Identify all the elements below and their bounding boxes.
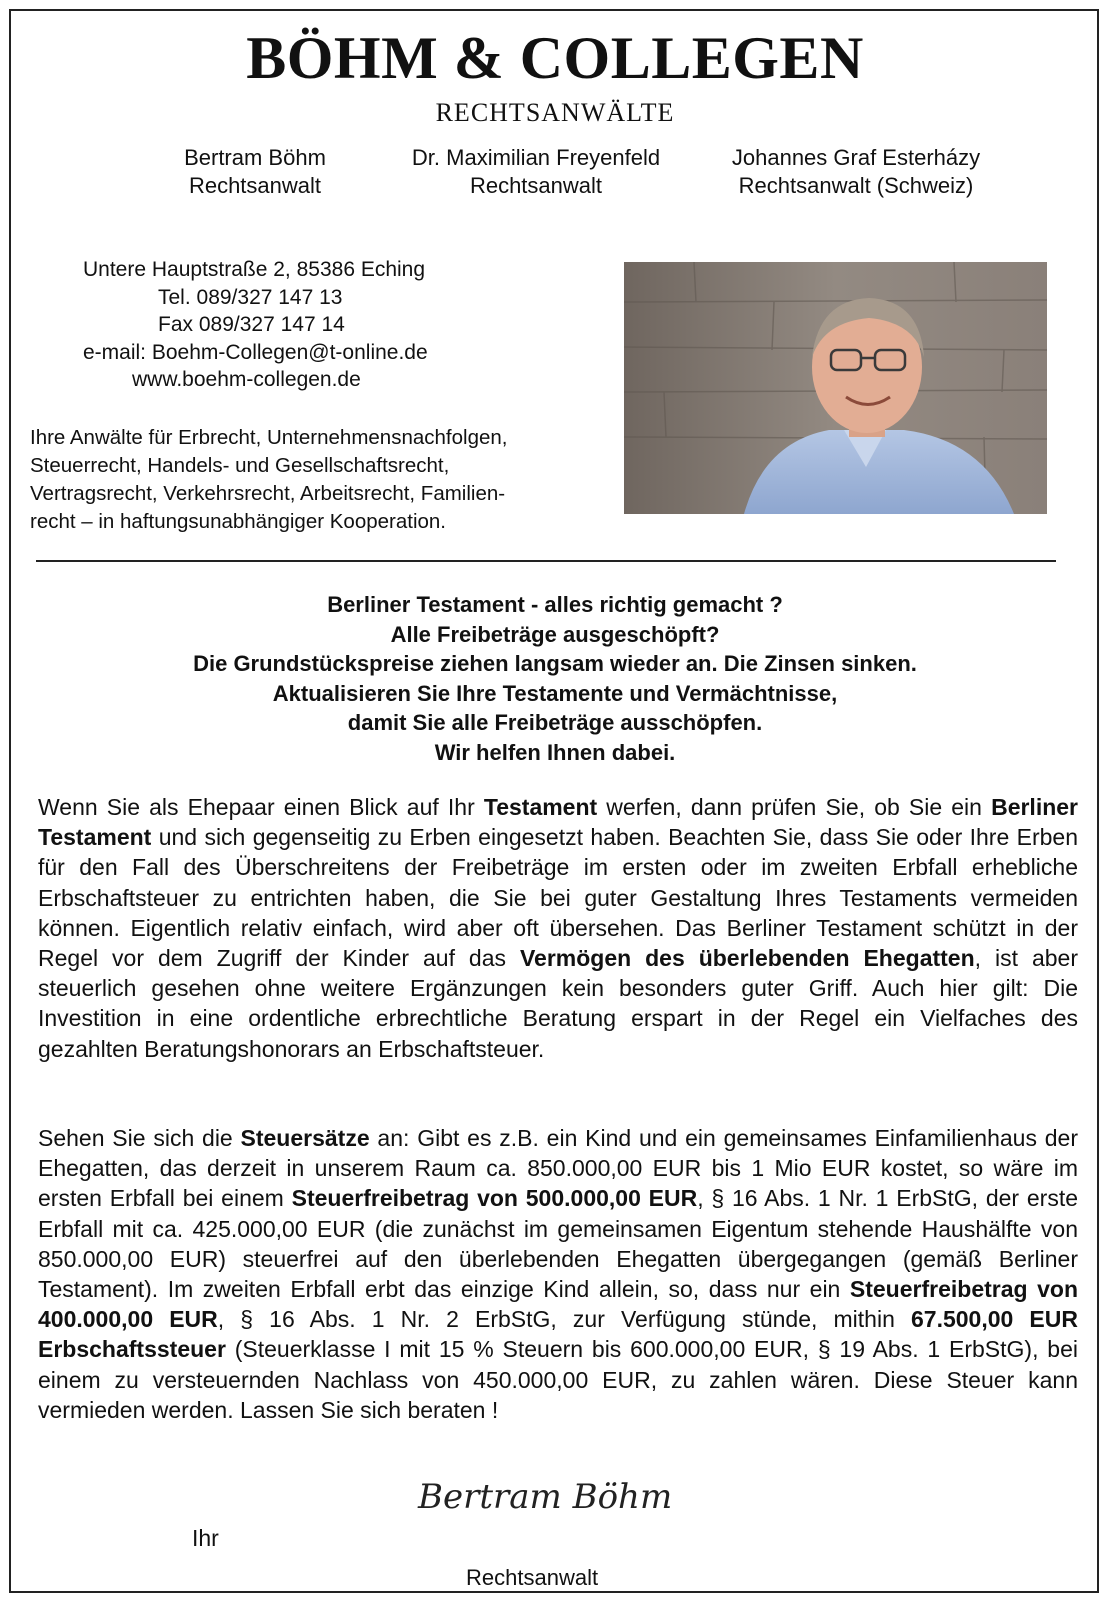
text-run: an: Gibt es z.B. ein Kind und ein gemeinsames Einfamilienhaus der Ehegatten, das derzeit in unserem Raum ca. 850.000,00 EUR bis 1 Mio EUR kostet, so wäre im ersten Erbfall bei einem: [38, 1125, 1078, 1212]
body-paragraph-1: [38, 792, 1078, 1064]
lawyer-name: Dr. Maximilian Freyenfeld: [411, 145, 661, 170]
phone: Tel. 089/327 147 13: [158, 285, 343, 309]
bold-run: Testament: [483, 794, 598, 820]
lawyer-3: [706, 144, 1006, 200]
practice-line: Vertragsrecht, Verkehrsrecht, Arbeitsrecht, Familien-: [30, 482, 506, 505]
lawyer-1: [150, 144, 360, 200]
practice-line: Ihre Anwälte für Erbrecht, Unternehmensnachfolgen,: [30, 426, 508, 449]
bold-run: Steuerfreibetrag von 400.000,00 EUR: [38, 1276, 1078, 1333]
address: Untere Hauptstraße 2, 85386 Eching: [83, 258, 426, 281]
bold-run: Berliner Testament: [38, 794, 1079, 851]
headline-line: Alle Freibeträge ausgeschöpft?: [390, 621, 720, 647]
firm-subtitle: RECHTSANWÄLTE: [435, 98, 675, 127]
bold-run: Steuersätze: [240, 1125, 370, 1151]
lawyer-portrait: [624, 262, 1047, 514]
lawyer-title: Rechtsanwalt (Schweiz): [738, 173, 974, 198]
headline-block: [20, 590, 1090, 767]
body-paragraph-2: [38, 1123, 1078, 1425]
website-link[interactable]: www.boehm-collegen.de: [132, 368, 361, 391]
bold-run: Steuerfreibetrag von 500.000,00 EUR: [291, 1185, 698, 1212]
text-run: , § 16 Abs. 1 Nr. 2 ErbStG, zur Verfügung stünde, mithin: [217, 1306, 911, 1333]
bold-run: 67.500,00 EUR Erbschaftssteuer: [38, 1306, 1078, 1363]
bold-run: Vermögen des überlebenden Ehegatten: [519, 945, 975, 972]
text-run: , § 16 Abs. 1 Nr. 1 ErbStG, der erste Erbfall mit ca. 425.000,00 EUR (die zunächst im gemeinsamen Eigentum stehende Haushälfte von 850.000,00 EUR) steuerfrei auf den überlebenden Ehegatten übergegangen (gemäß Berliner Testament). Im zweiten Erbfall erbt das einzige Kind allein, so, dass nur ein: [38, 1185, 1079, 1303]
headline-line: Wir helfen Ihnen dabei.: [434, 739, 676, 765]
lawyer-name: Bertram Böhm: [184, 145, 326, 170]
signature: [414, 1462, 684, 1532]
firm-name: BÖHM & COLLEGEN: [246, 25, 864, 91]
practice-line: Steuerrecht, Handels- und Gesellschaftsrecht,: [30, 454, 450, 477]
lawyer-2: [386, 144, 686, 200]
lawyer-title: Rechtsanwalt: [188, 173, 322, 198]
text-run: Sehen Sie sich die: [38, 1125, 241, 1151]
signature-text: Bertram Böhm: [418, 1477, 673, 1517]
fax: Fax 089/327 147 14: [158, 313, 345, 336]
text-run: (Steuerklasse I mit 15 % Steuern bis 600.000,00 EUR, § 19 Abs. 1 ErbStG), bei einem zu versteuernden Nachlass von 450.000,00 EUR, zu zahlen wären. Diese Steuer kann vermieden werden. Lassen Sie sich beraten !: [38, 1336, 1078, 1423]
headline-line: Aktualisieren Sie Ihre Testamente und Vermächtnisse,: [272, 680, 838, 706]
text-run: , ist aber steuerlich gesehen ohne weitere Ergänzungen kein besonders guter Griff. Auch hier gilt: Die Investition in eine ordentliche erbrechtliche Beratung erspart in der Regel ein Vielfaches des gezahlten Beratungshonorars an Erbschaftsteuer.: [38, 945, 1078, 1062]
text-run: werfen, dann prüfen Sie, ob Sie ein: [597, 794, 992, 820]
lawyer-title: Rechtsanwalt: [469, 173, 603, 198]
headline-line: Die Grundstückspreise ziehen langsam wieder an. Die Zinsen sinken.: [193, 651, 917, 676]
email-link[interactable]: e-mail: Boehm-Collegen@t-online.de: [83, 340, 428, 364]
lawyer-name: Johannes Graf Esterházy: [731, 145, 981, 170]
closing-ihr: Ihr: [192, 1525, 219, 1551]
headline-line: damit Sie alle Freibeträge ausschöpfen.: [347, 710, 763, 735]
closing-role: Rechtsanwalt: [466, 1565, 599, 1590]
practice-areas: [30, 424, 615, 536]
text-run: Wenn Sie als Ehepaar einen Blick auf Ihr: [38, 794, 484, 820]
contact-block: [28, 256, 548, 394]
text-run: und sich gegenseitig zu Erben eingesetzt haben. Beachten Sie, dass Sie oder Ihre Erben für den Fall des Überschreitens der Freibeträge im ersten oder im zweiten Erbfall erhebliche Erbschaftsteuer zu entrichten haben, die Sie bei guter Gestaltung Ihres Testaments vermeiden können. Eigentlich relativ einfach, wird aber oft übersehen. Das Berliner Testament schützt in der Regel vor dem Zugriff der Kinder auf das: [38, 824, 1078, 972]
divider: [36, 560, 1056, 562]
headline-line: Berliner Testament - alles richtig gemacht ?: [327, 592, 783, 617]
practice-line: recht – in haftungsunabhängiger Kooperation.: [30, 510, 447, 533]
